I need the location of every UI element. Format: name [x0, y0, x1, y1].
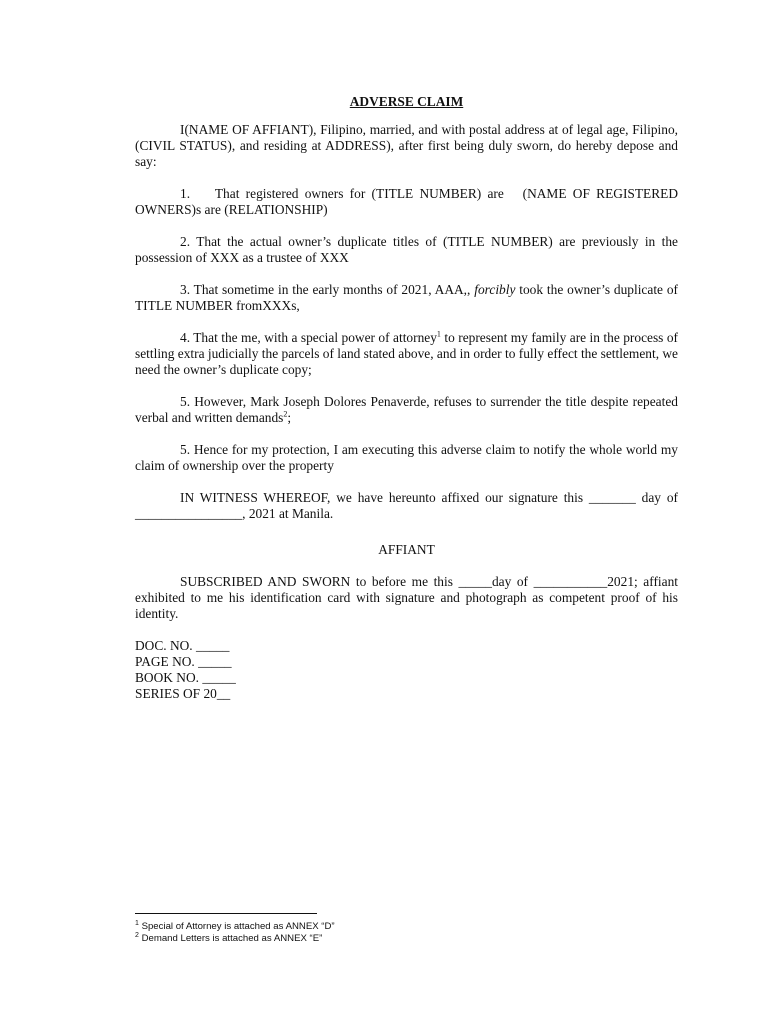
footnote-2: [135, 933, 535, 945]
footnote-2-number: 2: [135, 931, 139, 939]
footnote-1: [135, 921, 535, 933]
footnote-1-text: Special of Attorney is attached as ANNEX “D”: [138, 921, 335, 932]
document-body: [135, 94, 682, 702]
paragraph-2: 2. That the actual owner’s duplicate titles of (TITLE NUMBER) are previously in the possession of XXX as a trustee of XXX: [135, 234, 678, 265]
paragraph-3: [135, 282, 678, 314]
footnote-ref-1: 1: [436, 329, 441, 339]
intro-paragraph: I(NAME OF AFFIANT), Filipino, married, and with postal address at of legal age, Filipino, (CIVIL STATUS), and residing at ADDRESS), after first being duly sworn, do hereby depose and say:: [135, 122, 678, 169]
paragraph-5-text-a: 5. However, Mark Joseph Dolores Penaverde, refuses to surrender the title despite repeated verbal and written demands: [135, 394, 678, 425]
paragraph-3-emphasis: forcibly: [474, 282, 516, 297]
series-of: SERIES OF 20__: [135, 686, 231, 701]
footnote-1-number: 1: [135, 919, 139, 927]
paragraph-4: [135, 330, 678, 378]
paragraph-4-text-b: to represent my family are in the process of settling extra judicially the parcels of land stated above, and in order to fully effect the settlement, we need the owner’s duplicate copy;: [135, 330, 679, 377]
doc-no: DOC. NO. _____: [135, 638, 230, 653]
witness-paragraph: IN WITNESS WHEREOF, we have hereunto affixed our signature this _______ day of ________________, 2021 at Manila.: [135, 490, 678, 521]
page-no: PAGE NO. _____: [135, 654, 232, 669]
paragraph-6: 5. Hence for my protection, I am executing this adverse claim to notify the whole world my claim of ownership over the property: [135, 442, 678, 473]
paragraph-1: 1. That registered owners for (TITLE NUMBER) are (NAME OF REGISTERED OWNERS)s are (RELATIONSHIP): [135, 186, 682, 217]
affiant-label: AFFIANT: [378, 542, 435, 557]
document-title: ADVERSE CLAIM: [349, 94, 464, 109]
paragraph-3-text-b: took the owner’s duplicate of TITLE NUMBER fromXXXs,: [135, 282, 679, 313]
footnotes: [135, 921, 535, 945]
footnote-2-text: Demand Letters is attached as ANNEX “E”: [138, 933, 323, 944]
notarial-register: [135, 638, 678, 702]
paragraph-5-text-b: ;: [287, 410, 292, 425]
jurat-paragraph: SUBSCRIBED AND SWORN to before me this _____day of ___________2021; affiant exhibited to me his identification card with signature and photograph as competent proof of his identity.: [135, 574, 678, 621]
footnote-separator: [135, 913, 317, 914]
paragraph-3-text-a: 3. That sometime in the early months of 2021, AAA,,: [180, 282, 475, 297]
book-no: BOOK NO. _____: [135, 670, 236, 685]
paragraph-5: [135, 394, 678, 426]
paragraph-4-text-a: 4. That the me, with a special power of attorney: [180, 330, 437, 345]
footnote-ref-2: 2: [283, 409, 288, 419]
